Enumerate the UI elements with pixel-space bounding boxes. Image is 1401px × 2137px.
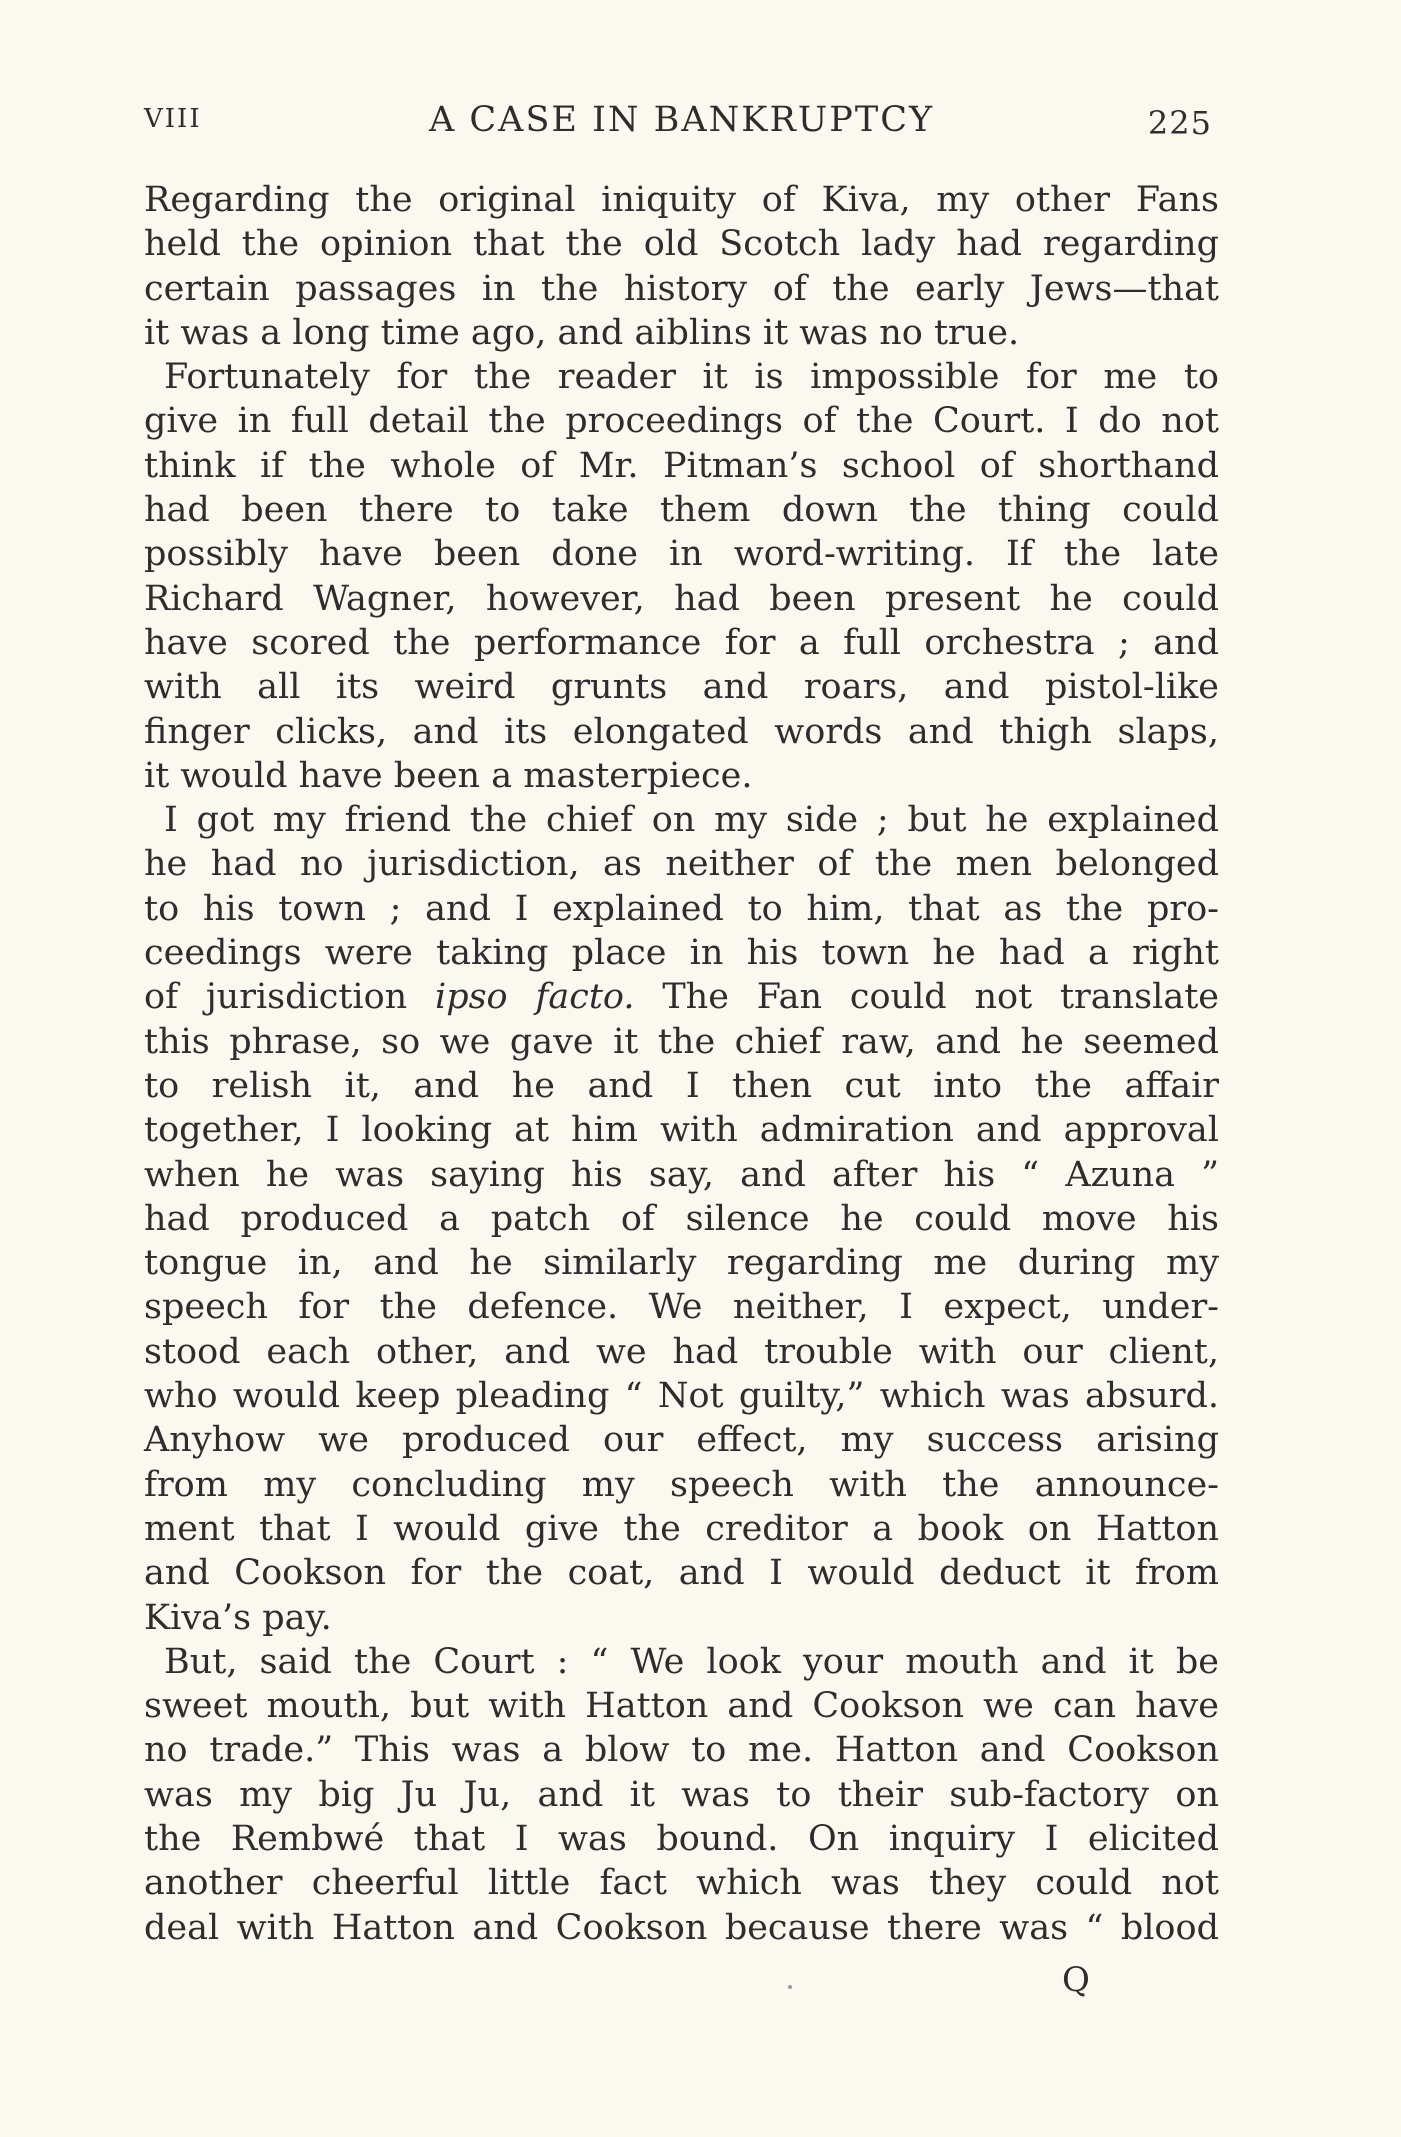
- text-line: ceedings were taking place in his town he had a right: [144, 933, 1219, 974]
- text-line: was my big Ju Ju, and it was to their sub-factory on: [144, 1774, 1219, 1815]
- text-line: certain passages in the history of the early Jews—that: [144, 268, 1219, 309]
- text-line: Kiva’s pay.: [144, 1597, 332, 1638]
- text-line: sweet mouth, but with Hatton and Cookson we can have: [144, 1686, 1219, 1727]
- text-line: think if the whole of Mr. Pitman’s school of shorthand: [144, 445, 1219, 486]
- text-line: had been there to take them down the thing could: [144, 490, 1219, 531]
- text-line: together, I looking at him with admiration and approval: [144, 1110, 1219, 1151]
- text-segment: of jurisdiction: [144, 977, 408, 1018]
- text-line: from my concluding my speech with the announce-: [144, 1464, 1219, 1505]
- text-line: he had no jurisdiction, as neither of the men belonged: [144, 844, 1219, 885]
- text-line: to relish it, and he and I then cut into the affair: [144, 1065, 1219, 1106]
- text-line: Fortunately for the reader it is impossible for me to: [164, 357, 1219, 398]
- text-line: it was a long time ago, and aiblins it was no true.: [144, 312, 1020, 353]
- text-line: I got my friend the chief on my side ; but he explained: [164, 800, 1219, 841]
- text-line: have scored the performance for a full orchestra ; and: [144, 622, 1219, 663]
- text-line: speech for the defence. We neither, I expect, under-: [144, 1287, 1219, 1328]
- text-line: But, said the Court : “ We look your mouth and it be: [164, 1641, 1219, 1682]
- text-line: who would keep pleading “ Not guilty,” which was absurd.: [144, 1376, 1219, 1417]
- text-line: when he was saying his say, and after his “ Azuna ”: [144, 1154, 1219, 1195]
- text-line: it would have been a masterpiece.: [144, 755, 753, 796]
- text-line: to his town ; and I explained to him, that as the pro-: [144, 888, 1219, 929]
- text-line: ment that I would give the creditor a book on Hatton: [144, 1508, 1219, 1549]
- text-line-with-italic: [144, 975, 1219, 1019]
- text-line: and Cookson for the coat, and I would deduct it from: [144, 1553, 1219, 1594]
- text-line: Anyhow we produced our effect, my success arising: [144, 1420, 1219, 1461]
- text-line: with all its weird grunts and roars, and pistol-like: [144, 667, 1219, 708]
- text-line: had produced a patch of silence he could move his: [144, 1198, 1219, 1239]
- body-text: [144, 178, 1219, 1950]
- running-title: A CASE IN BANKRUPTCY: [429, 100, 935, 140]
- text-line: stood each other, and we had trouble with our client,: [144, 1331, 1219, 1372]
- text-line: finger clicks, and its elongated words and thigh slaps,: [144, 711, 1219, 752]
- text-line: another cheerful little fact which was they could not: [144, 1863, 1219, 1904]
- chapter-number: VIII: [144, 104, 202, 134]
- text-line: deal with Hatton and Cookson because there was “ blood: [144, 1907, 1219, 1948]
- text-line: tongue in, and he similarly regarding me during my: [144, 1243, 1219, 1284]
- signature-mark: Q: [1062, 1960, 1090, 2000]
- italic-phrase: ipso facto.: [435, 977, 635, 1018]
- text-line: Regarding the original iniquity of Kiva, my other Fans: [144, 180, 1219, 220]
- text-line: give in full detail the proceedings of the Court. I do not: [144, 401, 1219, 442]
- text-line: Richard Wagner, however, had been present he could: [144, 578, 1219, 619]
- text-line: possibly have been done in word-writing. If the late: [144, 534, 1219, 575]
- page-header: [142, 100, 1212, 150]
- text-line: the Rembwé that I was bound. On inquiry I elicited: [144, 1818, 1219, 1859]
- text-line: held the opinion that the old Scotch lady had regarding: [144, 224, 1219, 265]
- text-line: no trade.” This was a blow to me. Hatton and Cookson: [144, 1730, 1219, 1771]
- ink-speck: [788, 1985, 792, 1989]
- text-line: this phrase, so we gave it the chief raw, and he seemed: [144, 1021, 1219, 1062]
- page-number: 225: [1147, 104, 1212, 142]
- text-segment: The Fan could not translate: [662, 977, 1219, 1018]
